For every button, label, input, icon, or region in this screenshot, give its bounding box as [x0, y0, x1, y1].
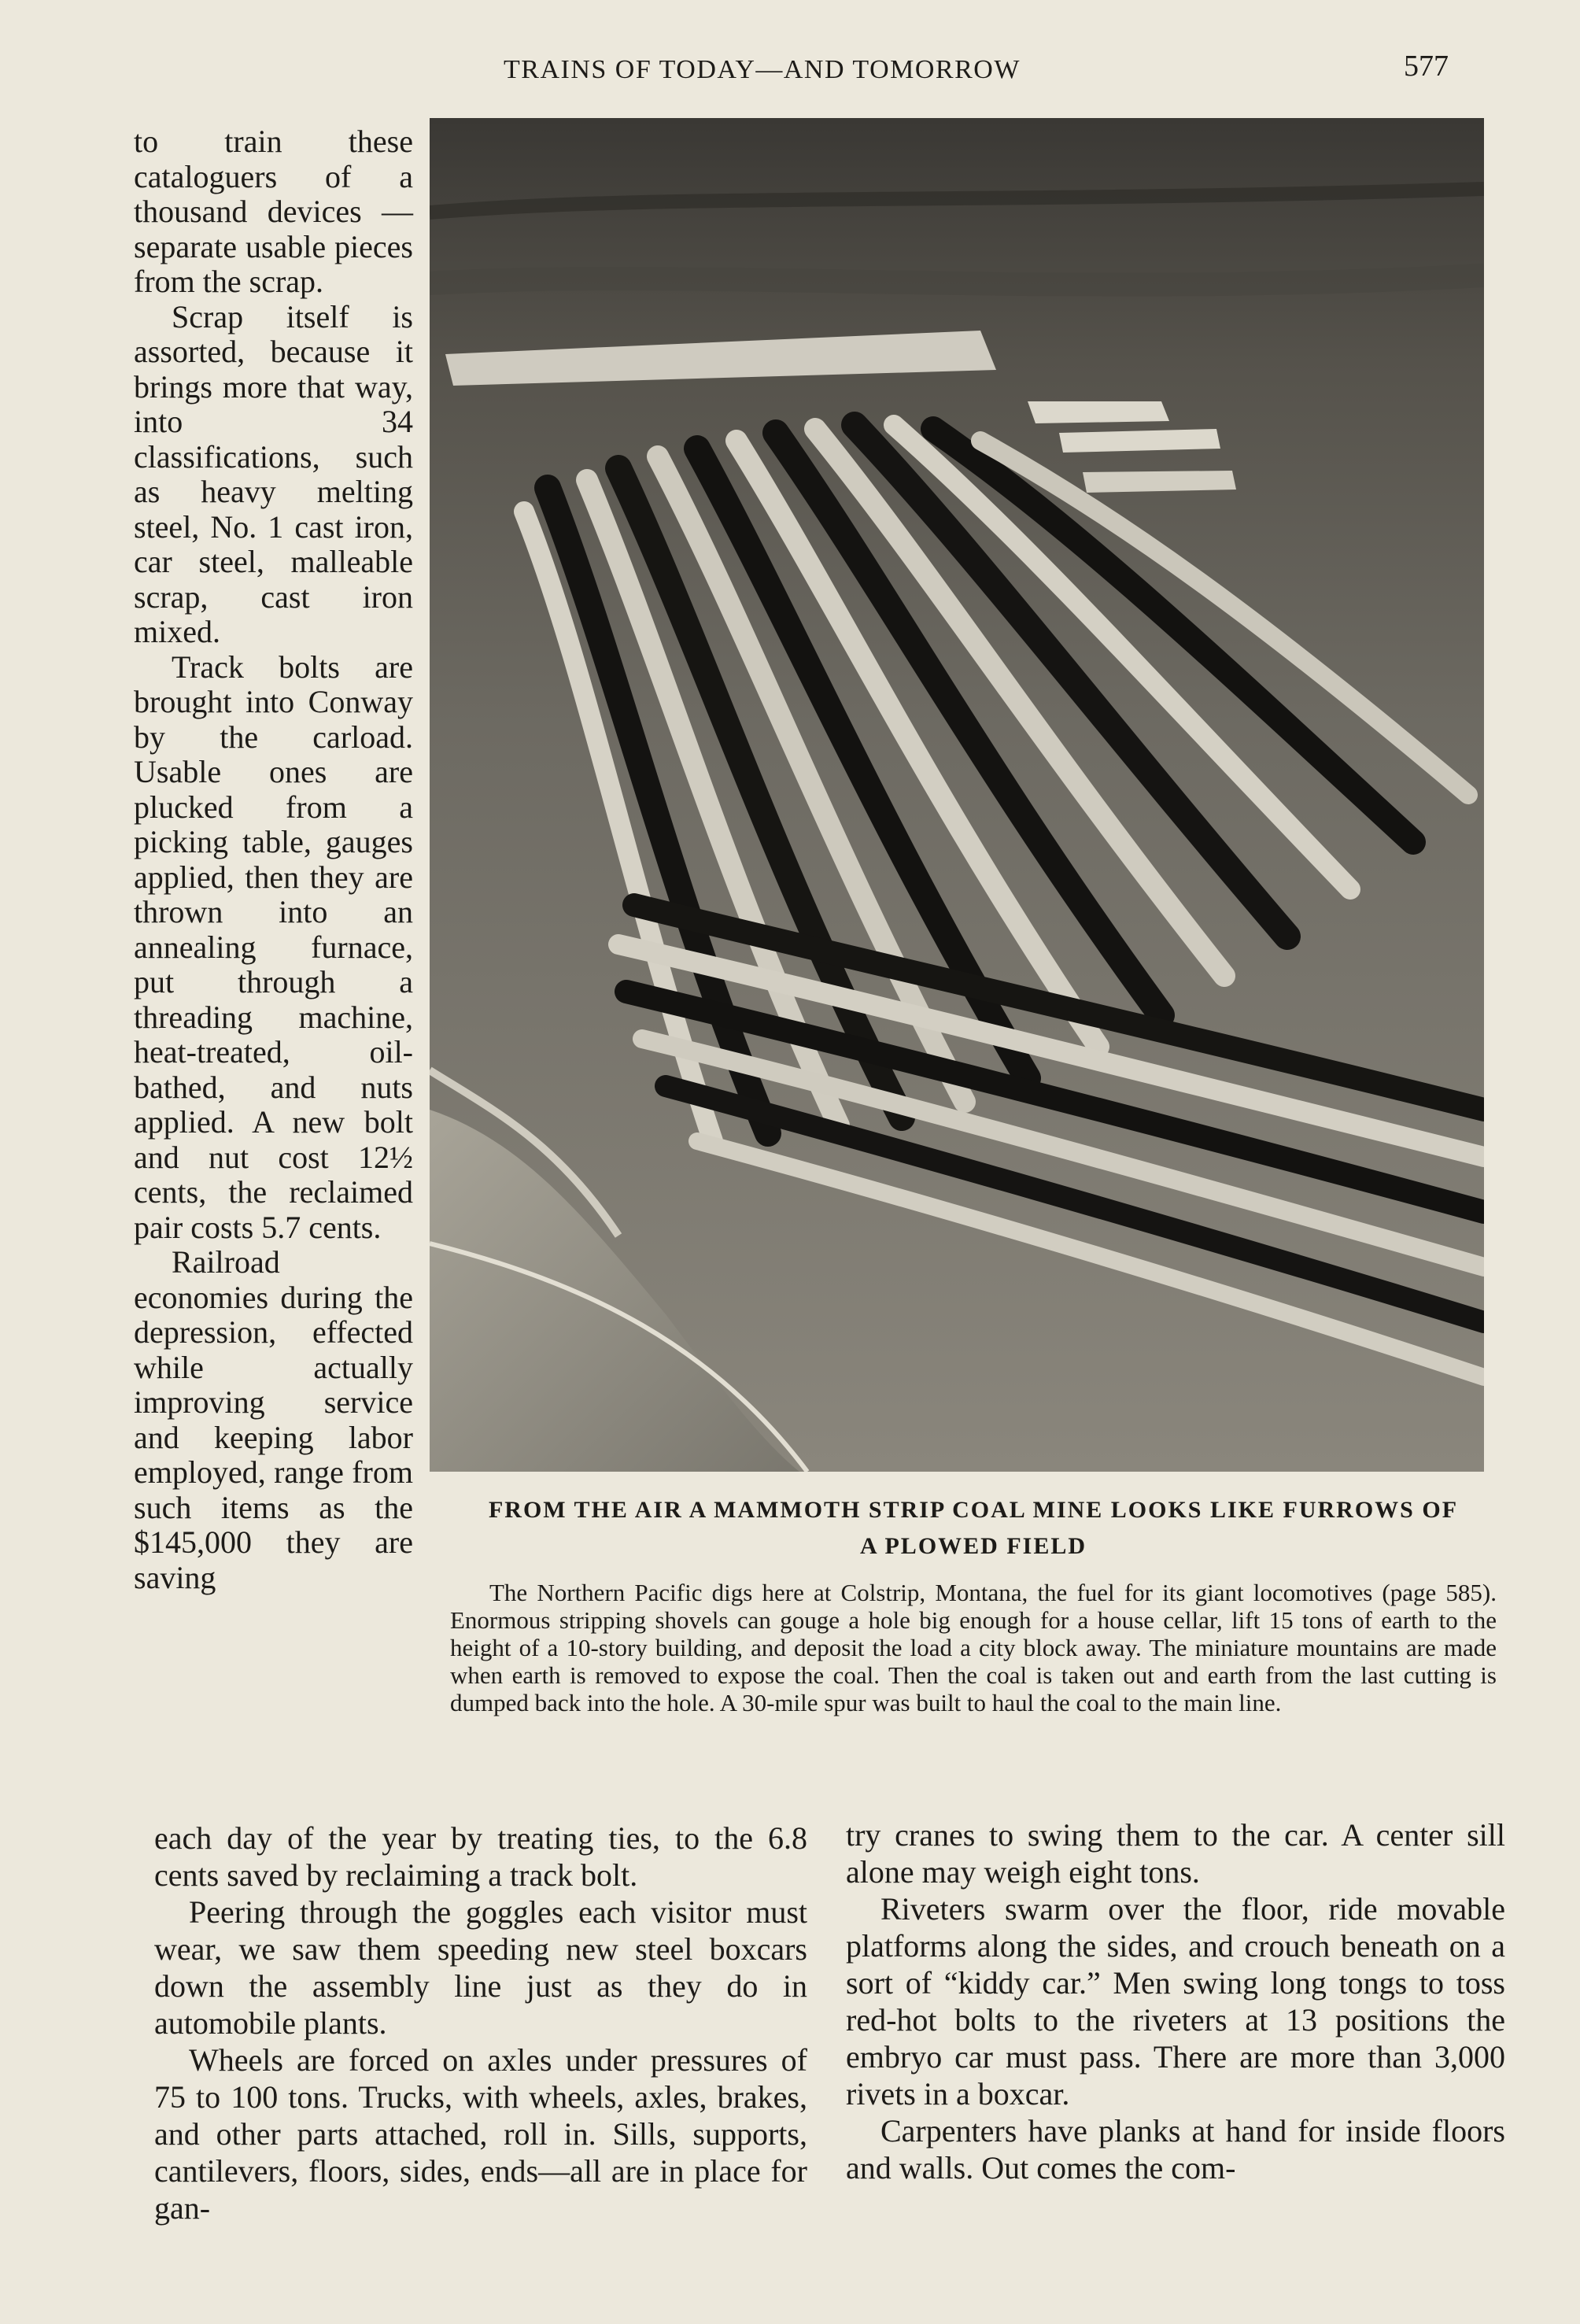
- narrow-paragraph-1: to train these cataloguers of a thousand devices —separate usable pieces from the scrap.: [134, 124, 413, 299]
- right-paragraph-3: Carpenters have planks at hand for inside floors and walls. Out comes the com-: [846, 2113, 1505, 2185]
- photo-caption: [450, 1492, 1497, 1716]
- left-paragraph-1: each day of the year by treating ties, to the 6.8 cents saved by reclaiming a track bolt.: [154, 1820, 807, 1893]
- caption-title: FROM THE AIR A MAMMOTH STRIP COAL MINE LOOKS LIKE FURROWS OF A PLOWED FIELD: [488, 1497, 1459, 1559]
- bottom-left-column: [154, 1820, 807, 2226]
- caption-text: The Northern Pacific digs here at Colstrip, Montana, the fuel for its giant locomotives (page 585). Enormous stripping shovels can gouge a hole big enough for a house cellar, lift 15 tons of earth to the height of a 10-story building, and deposit the load a city block away. The miniature mountains are made when earth is removed to expose the coal. Then the coal is taken out and earth from the last cutting is dumped back into the hole. A 30-mile spur was built to haul the coal to the main line.: [450, 1579, 1497, 1716]
- right-paragraph-2: Riveters swarm over the floor, ride movable platforms along the sides, and crouch beneath on a sort of “kiddy car.” Men swing long tongs to toss red-hot bolts to the riveters at 13 positions the embryo car must pass. There are more than 3,000 rivets in a boxcar.: [846, 1891, 1505, 2112]
- running-head: TRAINS OF TODAY—AND TOMORROW: [504, 55, 1021, 84]
- left-paragraph-2: Peering through the goggles each visitor must wear, we saw them speeding new steel boxcars down the assembly line just as they do in automobile plants.: [154, 1894, 807, 2041]
- page-number: 577: [1404, 50, 1449, 83]
- right-paragraph-1: try cranes to swing them to the car. A center sill alone may weigh eight tons.: [846, 1817, 1505, 1890]
- narrow-paragraph-3: Track bolts are brought into Conway by the carload. Usable ones are plucked from a picking table, gauges applied, then they are thrown into an annealing furnace, put through a threading machine, heat-treated, oil-bathed, and nuts applied. A new bolt and nut cost 12½ cents, the reclaimed pair costs 5.7 cents.: [134, 648, 413, 1245]
- left-paragraph-3: Wheels are forced on axles under pressures of 75 to 100 tons. Trucks, with wheels, axles, brakes, and other parts attached, roll in. Sills, supports, cantilevers, floors, sides, ends—all are in place for gan-: [154, 2042, 807, 2226]
- narrow-paragraph-2: Scrap itself is assorted, because it brings more that way, into 34 classifications, such as heavy melting steel, No. 1 cast iron, car steel, malleable scrap, cast iron mixed.: [134, 298, 413, 649]
- bottom-right-column: [846, 1816, 1505, 2186]
- narrow-text-column: [134, 124, 413, 1595]
- narrow-paragraph-4: Railroad economies during the depression, effected while actually improving service and keeping labor employed, range from such items as the $145,000 they are saving: [134, 1244, 413, 1595]
- aerial-strip-mine-photo: [430, 118, 1484, 1472]
